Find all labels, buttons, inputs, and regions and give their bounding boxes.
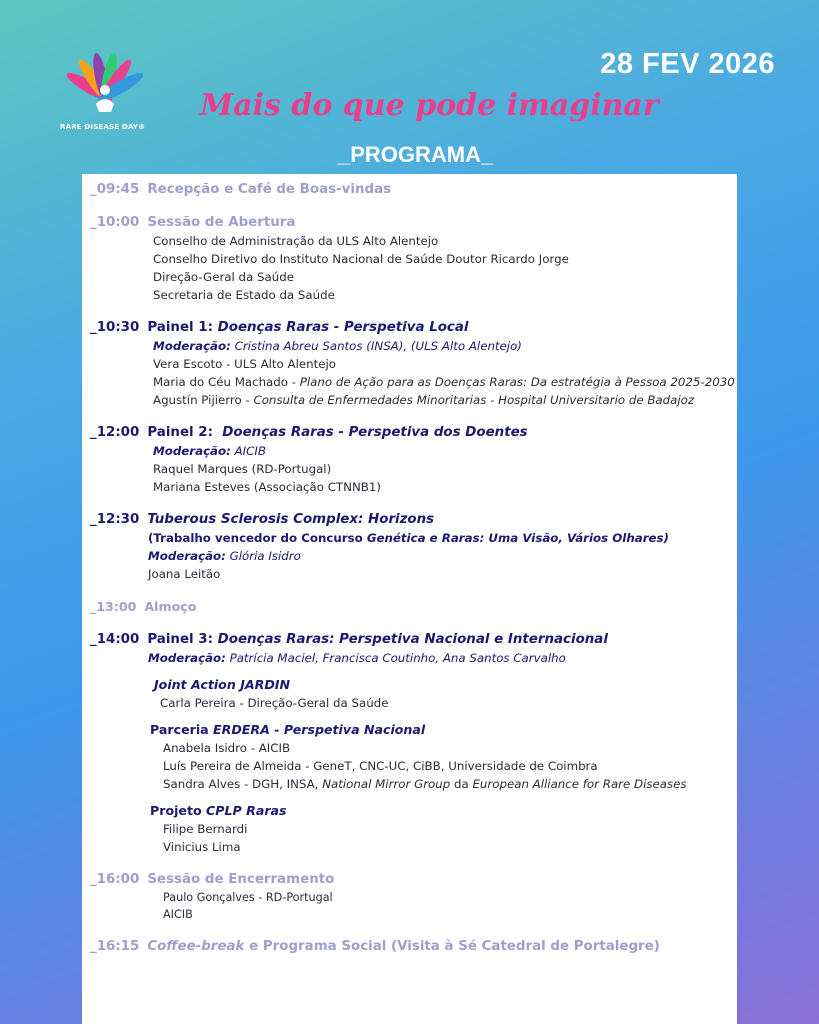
- session-title-italic: Coffee-break: [147, 939, 245, 954]
- session-1600: [90, 870, 730, 923]
- session-time: _16:00: [90, 872, 140, 887]
- speaker-line: Conselho de Administração da ULS Alto Alentejo: [153, 234, 439, 248]
- panel-prefix: Painel 2:: [147, 425, 213, 440]
- panel-prefix: Painel 1:: [147, 320, 213, 335]
- speaker-line: Carla Pereira - Direção-Geral da Saúde: [160, 696, 389, 710]
- session-time: _10:30: [90, 320, 140, 335]
- speaker-line: Raquel Marques (RD-Portugal): [153, 462, 332, 476]
- speaker-line: Vinicius Lima: [163, 840, 241, 854]
- session-title: Tuberous Sclerosis Complex: Horizons: [147, 512, 435, 527]
- session-title: Sessão de Abertura: [147, 215, 296, 230]
- event-date: 28 FEV 2026: [600, 48, 775, 80]
- session-title: Almoço: [144, 599, 197, 614]
- speaker-line: Luís Pereira de Almeida - GeneT, CNC-UC, CiBB, Universidade de Coimbra: [163, 759, 598, 773]
- page-title: Mais do que pode imaginar: [200, 88, 659, 123]
- speaker-line: Mariana Esteves (Associação CTNNB1): [153, 480, 381, 494]
- moderation-line: Moderação: AICIB: [153, 444, 266, 458]
- session-1615: [90, 937, 730, 956]
- speaker-line: Vera Escoto - ULS Alto Alentejo: [153, 357, 336, 371]
- session-0945: [90, 180, 730, 199]
- moderation-line: Moderação: Patrícia Maciel, Francisca Coutinho, Ana Santos Carvalho: [148, 651, 566, 665]
- moderation-line: Moderação: Cristina Abreu Santos (INSA), (ULS Alto Alentejo): [153, 339, 522, 353]
- speaker-line: Secretaria de Estado da Saúde: [153, 288, 335, 302]
- moderation-line: Moderação: Glória Isidro: [148, 549, 301, 563]
- speaker-line: Agustín Pijierro - Consulta de Enfermedades Minoritarias - Hospital Universitario de Badajoz: [153, 393, 695, 407]
- session-title: Sessão de Encerramento: [147, 872, 335, 887]
- session-title: Recepção e Café de Boas-vindas: [147, 182, 392, 197]
- award-note: (Trabalho vencedor do Concurso Genética e Raras: Uma Visão, Vários Olhares): [148, 531, 669, 545]
- session-time: _14:00: [90, 632, 140, 647]
- session-time: _09:45: [90, 182, 140, 197]
- session-time: _16:15: [90, 939, 140, 954]
- speaker-line: Direção-Geral da Saúde: [153, 270, 294, 284]
- session-time: _12:00: [90, 425, 140, 440]
- program-list: [90, 180, 735, 970]
- cplp-heading: Projeto CPLP Raras: [150, 803, 287, 818]
- speaker-line: Joana Leitão: [148, 567, 221, 581]
- speaker-line: Conselho Diretivo do Instituto Nacional de Saúde Doutor Ricardo Jorge: [153, 252, 569, 266]
- speaker-line: Anabela Isidro - AICIB: [163, 741, 291, 755]
- session-title: Doenças Raras - Perspetiva Local: [217, 320, 469, 335]
- logo-caption: RARE DISEASE DAY®: [60, 123, 146, 131]
- session-1300: [90, 597, 730, 616]
- session-title: Doenças Raras - Perspetiva dos Doentes: [222, 425, 528, 440]
- speaker-line: Sandra Alves - DGH, INSA, National Mirror Group da European Alliance for Rare Diseases: [163, 777, 687, 791]
- session-time: _13:00: [90, 599, 137, 614]
- session-1200: [90, 423, 730, 496]
- session-time: _12:30: [90, 512, 140, 527]
- session-1400: [90, 630, 730, 856]
- speaker-line: Paulo Gonçalves - RD-Portugal: [163, 891, 333, 904]
- panel-prefix: Painel 3:: [147, 632, 213, 647]
- jardin-heading: Joint Action JARDIN: [154, 677, 290, 692]
- speaker-line: Filipe Bernardi: [163, 822, 248, 836]
- speaker-line: Maria do Céu Machado - Plano de Ação para as Doenças Raras: Da estratégia à Pessoa 2025-2030: [153, 375, 735, 389]
- erdera-heading: Parceria ERDERA - Perspetiva Nacional: [150, 722, 426, 737]
- speaker-line: AICIB: [163, 908, 193, 921]
- session-time: _10:00: [90, 215, 140, 230]
- session-1000: [90, 213, 730, 304]
- rare-disease-day-logo: [50, 34, 160, 134]
- session-1230: [90, 510, 730, 583]
- session-title: Doenças Raras: Perspetiva Nacional e Internacional: [217, 632, 608, 647]
- session-title: e Programa Social (Visita à Sé Catedral de Portalegre): [249, 939, 660, 954]
- page-subtitle: _PROGRAMA_: [338, 142, 494, 167]
- session-1030: [90, 318, 735, 409]
